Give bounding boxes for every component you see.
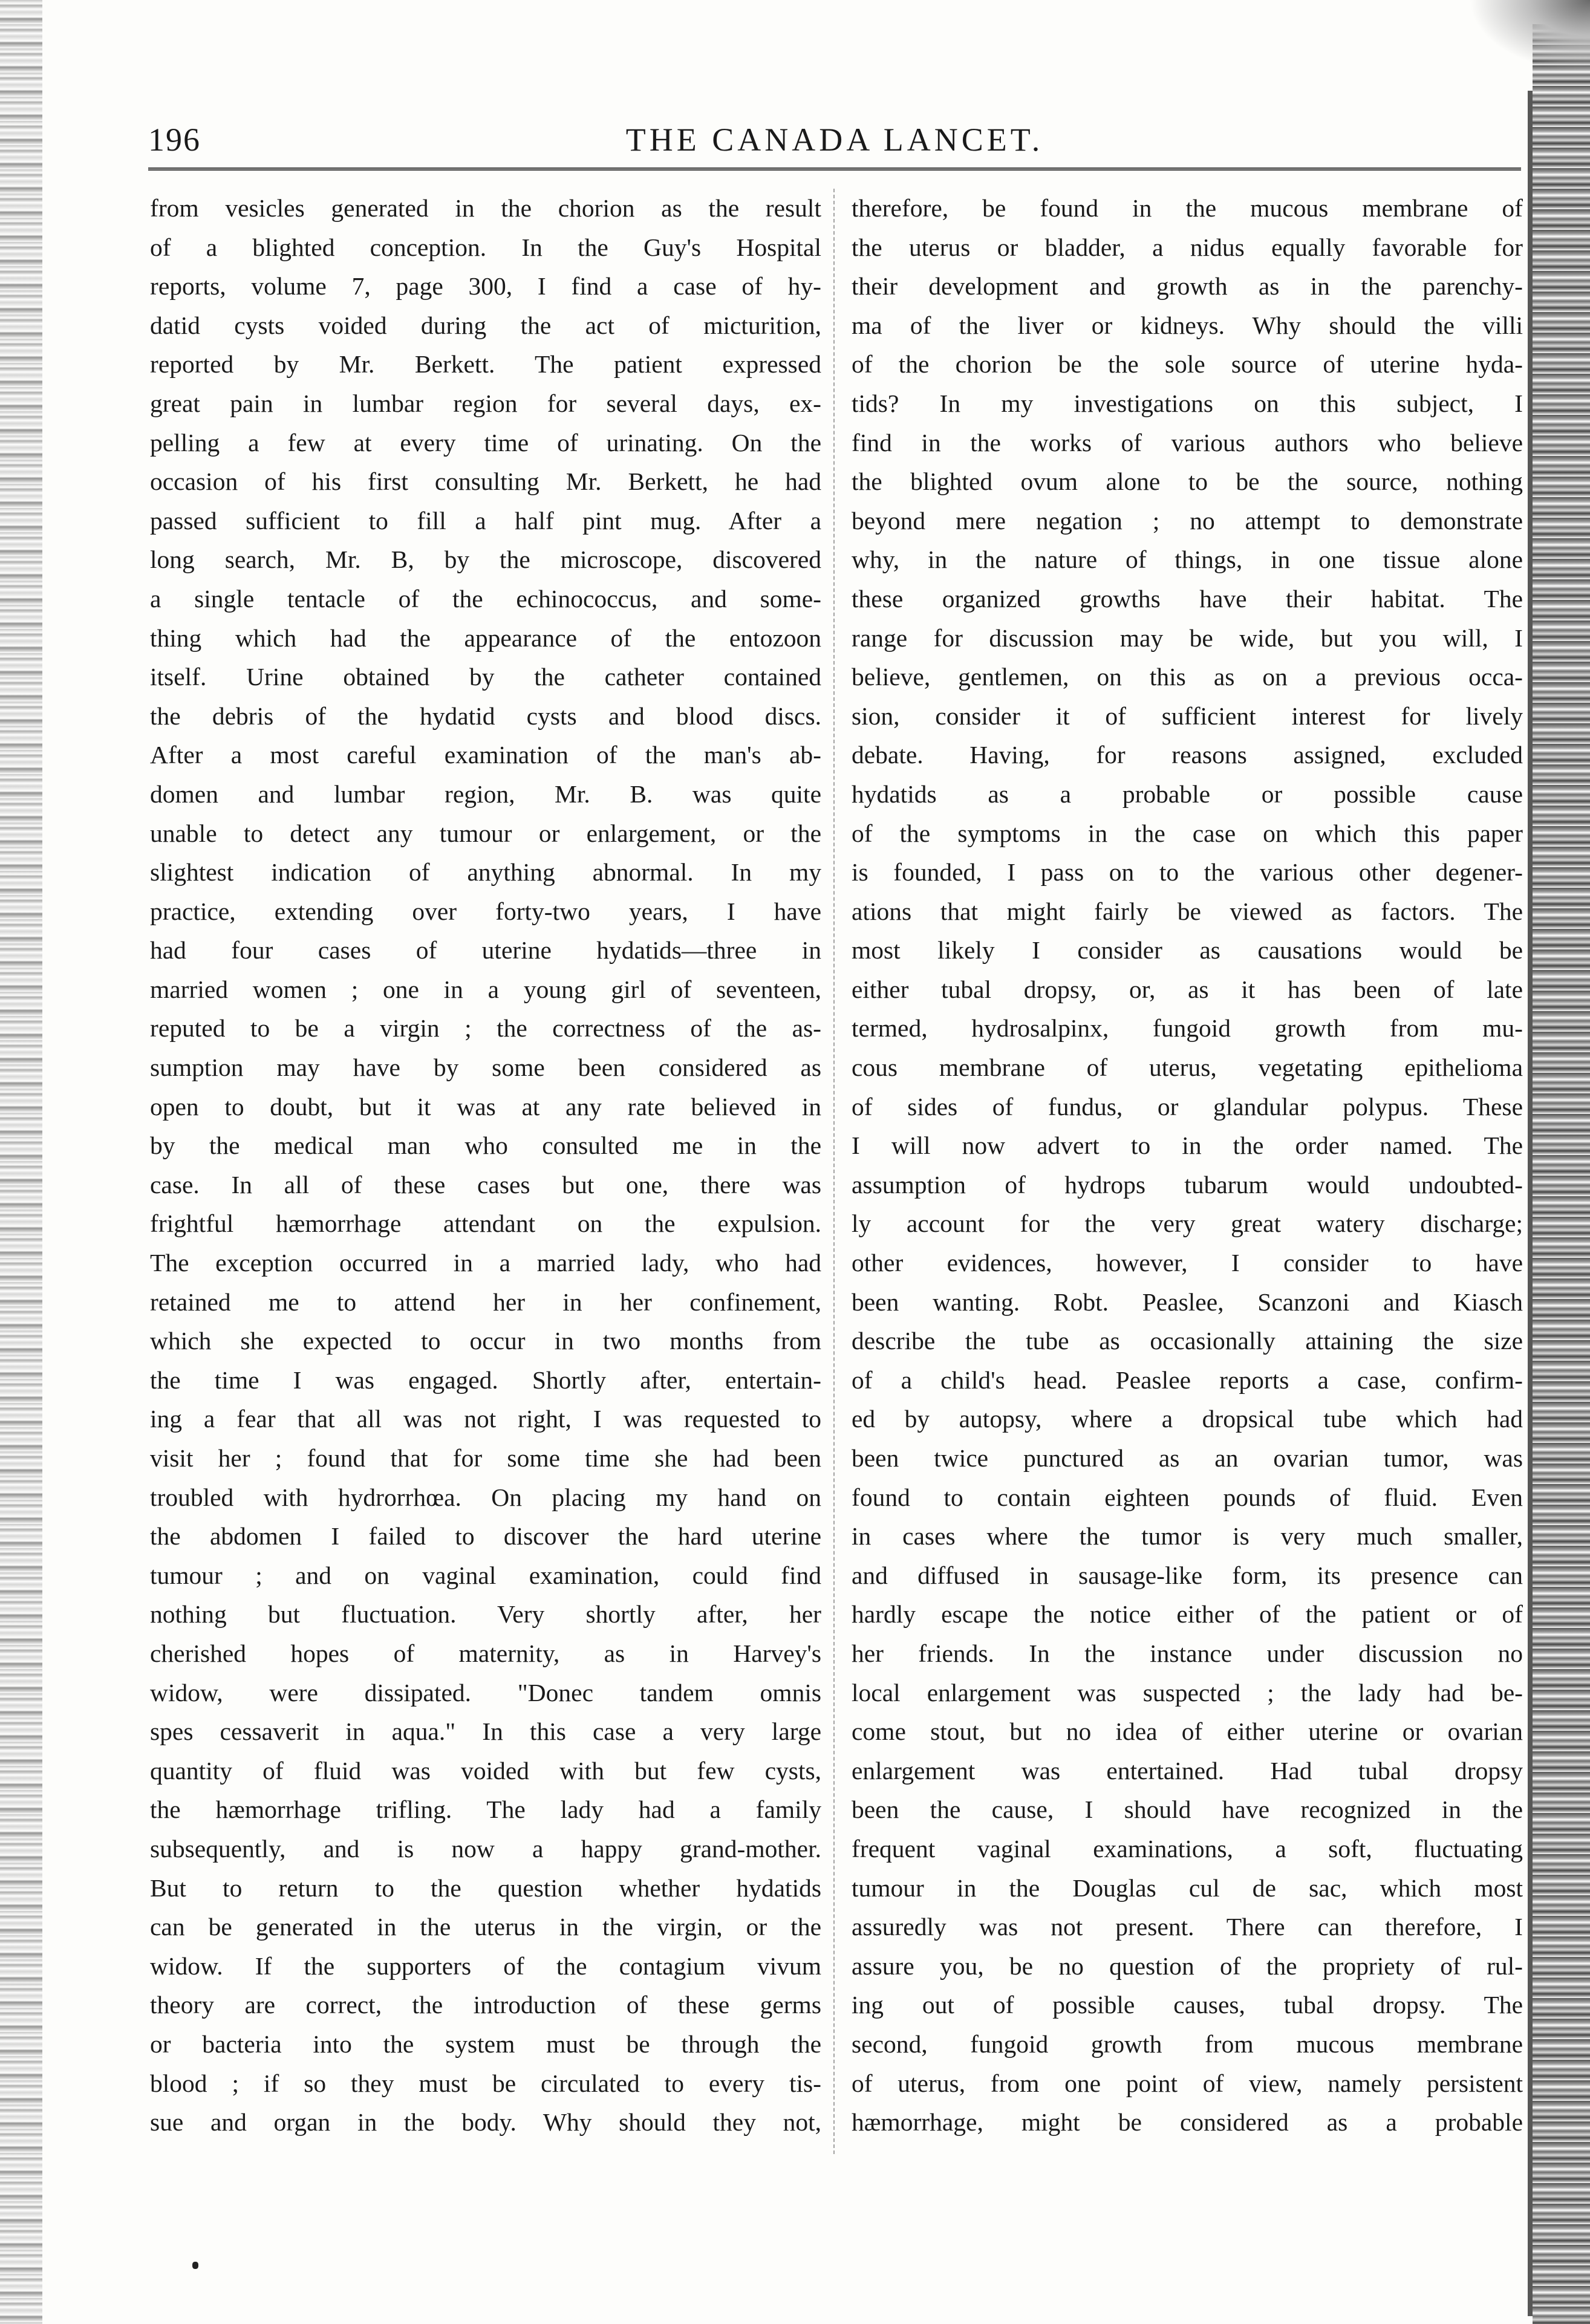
left-column [150,189,821,2142]
left-column-line: cherished hopes of maternity, as in Harvey's [150,1639,821,1667]
left-column-line: or bacteria into the system must be through the [150,2029,821,2058]
right-column-line: ly account for the very great watery discharge; [852,1209,1523,1238]
left-column-line: theory are correct, the introduction of these germs [150,1991,821,2019]
right-column-line: been wanting. Robt. Peaslee, Scanzoni and Kiasch [852,1287,1523,1316]
left-column-line: slightest indication of anything abnormal. In my [150,858,821,887]
right-column-line: cous membrane of uterus, vegetating epithelioma [852,1053,1523,1082]
right-column-line: assumption of hydrops tubarum would undoubted- [852,1170,1523,1199]
header-rule [148,168,1521,171]
right-column-line: ma of the liver or kidneys. Why should the villi [852,311,1523,339]
left-column-line: reported by Mr. Berkett. The patient expressed [150,350,821,379]
page-header [148,121,1521,169]
left-column-line: pelling a few at every time of urinating. On the [150,428,821,457]
left-column-line: quantity of fluid was voided with but few cysts, [150,1756,821,1785]
right-column-line: local enlargement was suspected ; the lady had be- [852,1678,1523,1707]
left-column-line: unable to detect any tumour or enlargement, or the [150,819,821,847]
left-column-line: widow. If the supporters of the contagium vivum [150,1951,821,1980]
left-column-line: the abdomen I failed to discover the hard uterine [150,1522,821,1551]
left-column-line: which she expected to occur in two months from [150,1327,821,1355]
right-column-line: believe, gentlemen, on this as on a previous occa- [852,663,1523,691]
right-column-line: sion, consider it of sufficient interest for lively [852,701,1523,730]
right-column-line: tumour in the Douglas cul de sac, which most [852,1873,1523,1902]
left-column-line: sumption may have by some been considered as [150,1053,821,1082]
left-column-line: open to doubt, but it was at any rate believed in [150,1092,821,1121]
left-column-line: datid cysts voided during the act of micturition, [150,311,821,339]
left-column-line: great pain in lumbar region for several days, ex- [150,389,821,417]
left-column-line: practice, extending over forty-two years, I have [150,897,821,925]
left-column-line: the hæmorrhage trifling. The lady had a family [150,1795,821,1824]
left-column-line: spes cessaverit in aqua." In this case a very large [150,1717,821,1746]
left-column-line: had four cases of uterine hydatids—three in [150,936,821,965]
left-column-line: But to return to the question whether hydatids [150,1873,821,1902]
right-column-line: in cases where the tumor is very much smaller, [852,1522,1523,1551]
left-column-line: visit her ; found that for some time she had been [150,1444,821,1472]
right-column-line: is founded, I pass on to the various other degener- [852,858,1523,887]
right-column-line: tids? In my investigations on this subject, I [852,389,1523,417]
right-column-line: find in the works of various authors who believe [852,428,1523,457]
right-column-line: range for discussion may be wide, but you will, I [852,623,1523,652]
right-column-line: second, fungoid growth from mucous membrane [852,2029,1523,2058]
left-column-line: by the medical man who consulted me in the [150,1131,821,1160]
left-column-line: After a most careful examination of the man's ab- [150,741,821,769]
left-column-line: the time I was engaged. Shortly after, entertain- [150,1365,821,1394]
ink-speck [192,2262,198,2269]
left-column-line: blood ; if so they must be circulated to every tis- [150,2069,821,2097]
right-column-line: the uterus or bladder, a nidus equally favorable for [852,233,1523,261]
right-column-line: found to contain eighteen pounds of fluid. Even [852,1483,1523,1511]
left-column-line: from vesicles generated in the chorion as the result [150,194,821,222]
left-column-line: case. In all of these cases but one, there was [150,1170,821,1199]
right-column-line: I will now advert to in the order named. The [852,1131,1523,1160]
right-column-line: ing out of possible causes, tubal dropsy. The [852,1991,1523,2019]
right-column-line: ed by autopsy, where a dropsical tube which had [852,1405,1523,1433]
left-column-line: a single tentacle of the echinococcus, and some- [150,584,821,613]
right-column-line: either tubal dropsy, or, as it has been of late [852,975,1523,1003]
left-column-line: nothing but fluctuation. Very shortly after, her [150,1600,821,1629]
left-column-line: The exception occurred in a married lady, who had [150,1249,821,1277]
left-column-line: occasion of his first consulting Mr. Berkett, he had [150,467,821,496]
right-column-line: of the chorion be the sole source of uterine hyda- [852,350,1523,379]
right-column-line: most likely I consider as causations would be [852,936,1523,965]
right-column-line: termed, hydrosalpinx, fungoid growth from mu- [852,1014,1523,1043]
left-column-line: passed sufficient to fill a half pint mug. After a [150,506,821,535]
column-divider [833,189,835,2154]
left-column-line: the debris of the hydatid cysts and blood discs. [150,701,821,730]
right-column-line: describe the tube as occasionally attaining the size [852,1327,1523,1355]
right-column-line: of a child's head. Peaslee reports a case, confirm- [852,1365,1523,1394]
left-column-line: thing which had the appearance of the entozoon [150,623,821,652]
right-column-line: of uterus, from one point of view, namely persistent [852,2069,1523,2097]
right-column-line: been the cause, I should have recognized in the [852,1795,1523,1824]
left-column-line: reports, volume 7, page 300, I find a case of hy- [150,272,821,301]
right-column-line: the blighted ovum alone to be the source, nothing [852,467,1523,496]
right-column-line: their development and growth as in the parenchy- [852,272,1523,301]
left-column-line: itself. Urine obtained by the catheter contained [150,663,821,691]
right-column-line: her friends. In the instance under discussion no [852,1639,1523,1667]
left-column-line: subsequently, and is now a happy grand-mother. [150,1834,821,1863]
right-column-line: these organized growths have their habitat. The [852,584,1523,613]
right-column-line: of the symptoms in the case on which this paper [852,819,1523,847]
right-column-line: why, in the nature of things, in one tissue alone [852,545,1523,574]
scan-right-edge [1533,24,1590,2324]
left-column-line: sue and organ in the body. Why should they not, [150,2108,821,2137]
left-column-line: retained me to attend her in her confinement, [150,1287,821,1316]
left-column-line: married women ; one in a young girl of seventeen, [150,975,821,1003]
left-column-line: frightful hæmorrhage attendant on the expulsion. [150,1209,821,1238]
left-column-line: domen and lumbar region, Mr. B. was quite [150,780,821,808]
right-column-line: beyond mere negation ; no attempt to demonstrate [852,506,1523,535]
left-column-line: of a blighted conception. In the Guy's Hospital [150,233,821,261]
right-column-line: come stout, but no idea of either uterine or ovarian [852,1717,1523,1746]
right-column [852,189,1523,2142]
right-column-line: hydatids as a probable or possible cause [852,780,1523,808]
right-column-line: and diffused in sausage-like form, its presence can [852,1561,1523,1589]
right-column-line: assure you, be no question of the propriety of rul- [852,1951,1523,1980]
right-column-line: therefore, be found in the mucous membrane of [852,194,1523,222]
text-columns [150,189,1523,2196]
right-column-line: hardly escape the notice either of the patient or of [852,1600,1523,1629]
page-number: 196 [148,122,201,158]
right-column-line: debate. Having, for reasons assigned, excluded [852,741,1523,769]
scan-right-edge-shadow [1528,91,1533,2316]
left-column-line: troubled with hydrorrhœa. On placing my hand on [150,1483,821,1511]
left-column-line: reputed to be a virgin ; the correctness of the as- [150,1014,821,1043]
right-column-line: ations that might fairly be viewed as factors. The [852,897,1523,925]
right-column-line: assuredly was not present. There can therefore, I [852,1913,1523,1941]
right-column-line: hæmorrhage, might be considered as a probable [852,2108,1523,2137]
right-column-line: frequent vaginal examinations, a soft, fluctuating [852,1834,1523,1863]
right-column-line: of sides of fundus, or glandular polypus. These [852,1092,1523,1121]
left-column-line: can be generated in the uterus in the virgin, or the [150,1913,821,1941]
scan-left-edge [0,0,42,2324]
left-column-line: tumour ; and on vaginal examination, could find [150,1561,821,1589]
right-column-line: other evidences, however, I consider to have [852,1249,1523,1277]
left-column-line: widow, were dissipated. "Donec tandem omnis [150,1678,821,1707]
right-column-line: been twice punctured as an ovarian tumor, was [852,1444,1523,1472]
right-column-line: enlargement was entertained. Had tubal dropsy [852,1756,1523,1785]
left-column-line: long search, Mr. B, by the microscope, discovered [150,545,821,574]
running-title: THE CANADA LANCET. [625,122,1044,158]
left-column-line: ing a fear that all was not right, I was requested to [150,1405,821,1433]
scan-corner-smudge [1469,0,1590,73]
